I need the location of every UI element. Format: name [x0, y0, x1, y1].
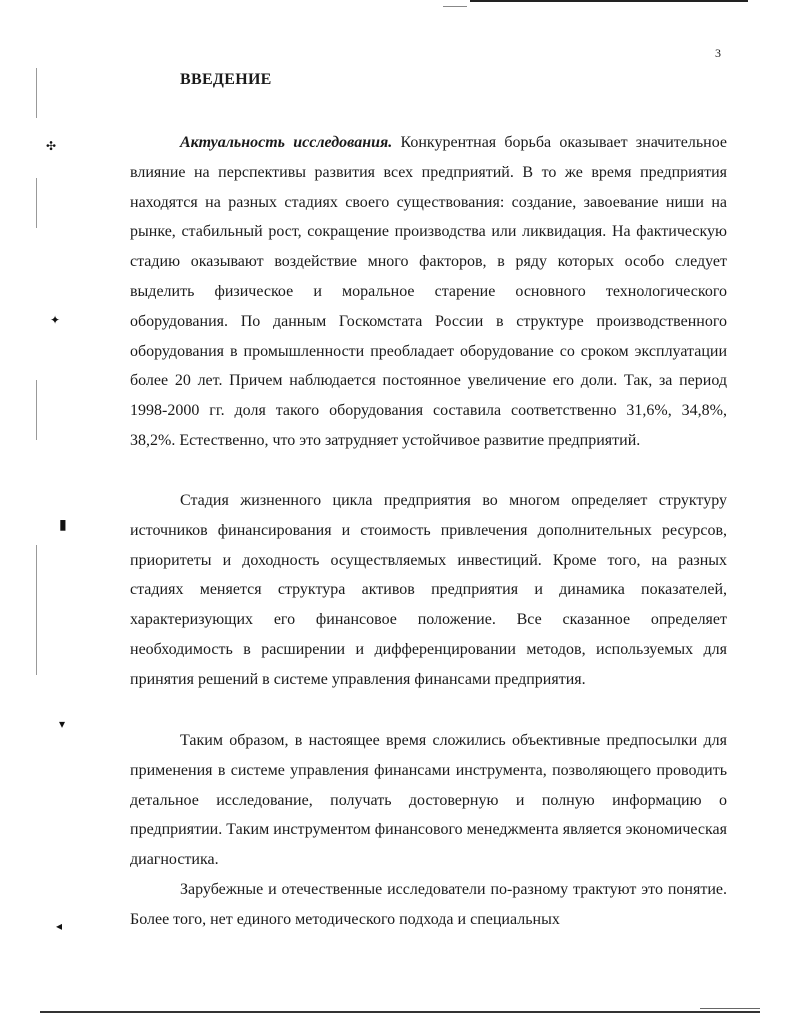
binder-mark: ▾	[59, 717, 66, 731]
scan-edge-bottom	[40, 1011, 760, 1013]
binder-mark: ✦	[50, 313, 61, 327]
paragraph-text: Конкурентная борьба оказывает значительное влияние на перспективы развития всех предприятий. В то же время предприятия находятся на разных стадиях своего существования: создание, завоевание ниши на рынке, стабильный рост, сокращение производства или ликвидация. На фактическую стадию оказывают воздействие много факторов, в ряду которых особо следует выделить физическое и моральное старение основного технологического оборудования. По данным Госкомстата России в структуре производственного оборудования в промышленности преобладает оборудование со сроком эксплуатации более 20 лет. Причем наблюдается постоянное увеличение его доли. Так, за период 1998-2000 гг. доля такого оборудования составила соответственно 31,6%, 34,8%, 38,2%. Естественно, что это затрудняет устойчивое развитие предприятий.	[130, 134, 727, 449]
paragraph-text: Стадия жизненного цикла предприятия во многом определяет структуру источников финансирования и стоимость привлечения дополнительных ресурсов, приоритеты и доходность осуществляемых инвестиций. Кроме того, на разных стадиях меняется структура активов предприятия и динамика показателей, характеризующих его финансовое положение. Все сказанное определяет необходимость в расширении и дифференцировании методов, используемых для принятия решений в системе управления финансами предприятия.	[130, 492, 727, 688]
paragraph-approaches	[130, 875, 727, 935]
paragraph-diagnostics	[130, 726, 727, 875]
margin-rule	[36, 545, 37, 675]
margin-rule	[36, 68, 37, 118]
paragraph-lead: Актуальность исследования.	[180, 134, 393, 151]
scan-edge-top	[470, 0, 748, 2]
page-number: 3	[715, 46, 721, 60]
paragraph-relevance	[130, 128, 727, 456]
binder-mark: ✣	[46, 139, 57, 153]
binder-mark: ◂	[56, 919, 63, 933]
paragraph-text: Таким образом, в настоящее время сложились объективные предпосылки для применения в системе управления финансами инструмента, позволяющего проводить детальное исследование, получать достоверную и полную информацию о предприятии. Таким инструментом финансового менеджмента является экономическая диагностика.	[130, 732, 727, 869]
margin-rule	[36, 380, 37, 440]
scan-edge-bottom-short	[700, 1008, 760, 1009]
paragraph-text: Зарубежные и отечественные исследователи по-разному трактуют это понятие. Более того, нет единого методического подхода и специальных	[130, 881, 727, 928]
page-heading: ВВЕДЕНИЕ	[180, 71, 272, 88]
margin-rule	[36, 178, 37, 228]
paragraph-lifecycle	[130, 486, 727, 695]
scan-edge-top-short	[443, 6, 467, 7]
binder-mark: ▮	[59, 517, 67, 533]
